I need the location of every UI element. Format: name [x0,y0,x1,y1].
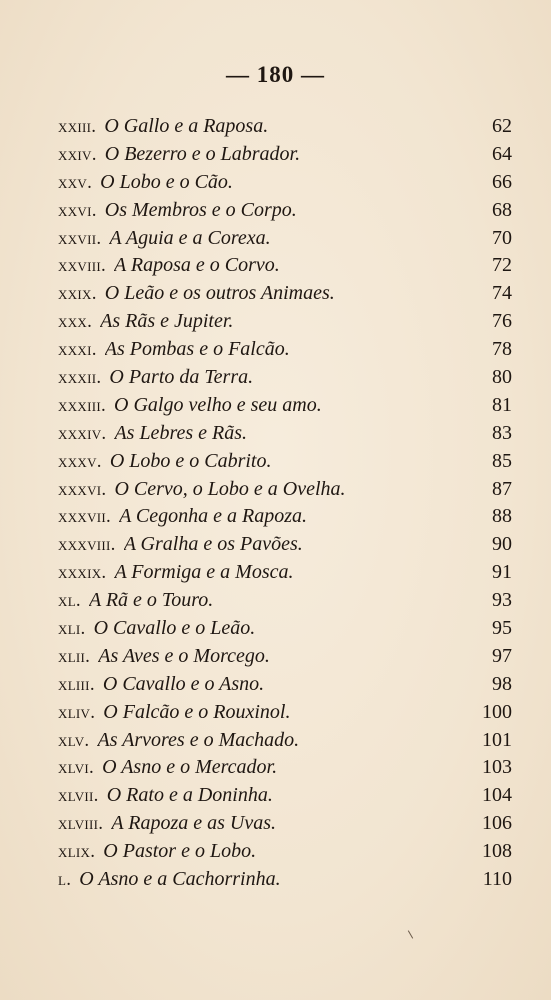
toc-entry-numeral: xxxi. [58,339,97,361]
toc-entry-title: O Galgo velho e seu amo. [114,393,322,416]
toc-entry-page: 100 [482,700,512,723]
page-number: — 180 — [226,62,325,87]
toc-entry-title: O Cavallo e o Leão. [93,617,256,640]
toc-entry [58,254,512,282]
toc-entry-numeral: xl. [58,590,81,612]
toc-entry-title: Os Membros e o Corpo. [104,198,297,221]
toc-entry-title: O Asno e o Mercador. [102,756,278,779]
toc-entry [58,282,512,310]
toc-entry [58,784,512,812]
toc-entry-page: 72 [492,254,512,277]
toc-entry-page: 101 [482,728,512,751]
toc-entry-title: As Pombas e o Falcão. [104,338,290,361]
toc-entry-title: O Gallo e a Raposa. [104,115,269,137]
toc-entry-title: O Pastor e o Lobo. [103,840,257,863]
toc-entry-page: 80 [492,366,512,389]
toc-entry-page: 108 [482,840,512,863]
toc-entry-page: 70 [492,226,512,249]
toc-entry-title: O Leão e os outros Animaes. [104,282,335,305]
toc-entry [58,673,512,701]
toc-entry [58,729,512,757]
toc-entry [58,617,512,645]
toc-entry-title: A Rã e o Touro. [88,589,214,612]
toc-entry-numeral: xliv. [58,701,96,723]
toc-entry-page: 91 [492,561,512,584]
toc-entry-numeral: xxix. [58,283,97,305]
toc-entry-title: A Aguia e a Corexa. [109,226,271,249]
toc-entry-numeral: xxviii. [58,255,107,277]
toc-entry-title: A Cegonha e a Rapoza. [119,505,308,528]
toc-entry-page: 83 [492,421,512,444]
toc-entry-numeral: xxxviii. [58,534,116,556]
toc-entry-page: 81 [492,393,512,416]
toc-entry [58,478,512,506]
toc-entry-page: 93 [492,589,512,612]
toc-entry-title: As Arvores e o Machado. [97,728,300,751]
toc-entry-page: 62 [492,115,512,137]
toc-entry [58,868,512,896]
toc-entry-title: O Rato e a Doninha. [106,784,273,807]
toc-entry-page: 78 [492,338,512,361]
toc-entry-numeral: xxxvii. [58,506,112,528]
toc-entry-numeral: xxvii. [58,227,102,249]
toc-entry-page: 64 [492,142,512,165]
toc-entry-page: 95 [492,617,512,640]
toc-entry [58,812,512,840]
toc-entry-title: As Rãs e Jupiter. [100,310,234,333]
toc-entry [58,394,512,422]
toc-entry-title: O Falcão e o Rouxinol. [103,700,291,723]
toc-entry-page: 97 [492,644,512,667]
toc-entry [58,115,512,143]
toc-entry [58,227,512,255]
toc-entry [58,143,512,171]
toc-entry-page: 103 [482,756,512,779]
toc-entry [58,338,512,366]
toc-entry [58,505,512,533]
toc-entry-title: As Lebres e Rãs. [114,421,248,444]
toc-entry-page: 90 [492,533,512,556]
toc-entry-title: O Lobo e o Cabrito. [109,449,272,472]
toc-entry-page: 110 [482,868,512,891]
toc-entry-numeral: xxxix. [58,562,107,584]
toc-entry-numeral: xxiii. [58,116,97,137]
toc-entry-numeral: xlii. [58,645,91,667]
toc-entry-numeral: xlvi. [58,757,95,779]
toc-entry-title: A Raposa e o Corvo. [114,254,280,277]
toc-entry-numeral: xlvii. [58,785,99,807]
toc-entry-title: O Parto da Terra. [109,366,254,389]
toc-entry-numeral: xxxvi. [58,478,107,500]
toc-entry [58,840,512,868]
toc-entry [58,561,512,589]
ink-mark [408,930,413,938]
toc-entry-title: A Rapoza e as Uvas. [111,812,276,835]
toc-entry-title: O Asno e a Cachorrinha. [79,868,281,891]
toc-entry-numeral: xxxiv. [58,422,107,444]
toc-entry [58,310,512,338]
toc-entry [58,701,512,729]
toc-entry-numeral: xxv. [58,171,93,193]
toc-entry-page: 88 [492,505,512,528]
toc-entry-page: 68 [492,198,512,221]
toc-entry-numeral: xlix. [58,841,96,863]
toc-entry-title: A Gralha e os Pavões. [123,533,303,556]
toc-entry-numeral: xxxiii. [58,394,107,416]
toc-entry-page: 66 [492,170,512,193]
toc-entry [58,366,512,394]
toc-entry [58,171,512,199]
toc-entry-numeral: xlv. [58,729,90,751]
toc-entry [58,533,512,561]
table-of-contents [58,115,512,896]
toc-entry-numeral: l. [58,869,72,891]
toc-entry [58,589,512,617]
toc-entry-page: 104 [482,784,512,807]
toc-entry-numeral: xxx. [58,311,93,333]
toc-entry-page: 106 [482,812,512,835]
toc-entry-page: 74 [492,282,512,305]
toc-entry [58,422,512,450]
toc-entry-numeral: xxvi. [58,199,97,221]
toc-entry-numeral: xli. [58,618,86,640]
toc-entry-title: O Cavallo e o Asno. [102,672,265,695]
toc-entry-page: 87 [492,477,512,500]
toc-entry-title: As Aves e o Morcego. [98,644,270,667]
toc-entry-numeral: xxiv. [58,143,97,165]
toc-entry-page: 76 [492,310,512,333]
toc-entry [58,756,512,784]
toc-entry [58,450,512,478]
toc-entry-page: 98 [492,672,512,695]
toc-entry-numeral: xxxii. [58,367,102,389]
toc-entry-title: O Cervo, o Lobo e a Ovelha. [114,477,346,500]
toc-entry [58,199,512,227]
toc-entry-numeral: xxxv. [58,450,102,472]
toc-entry-title: A Formiga e a Mosca. [114,561,294,584]
toc-entry-page: 85 [492,449,512,472]
toc-entry [58,645,512,673]
toc-entry-title: O Lobo e o Cão. [100,170,233,193]
toc-entry-title: O Bezerro e o Labrador. [104,142,301,165]
toc-entry-numeral: xliii. [58,673,95,695]
toc-entry-numeral: xlviii. [58,813,104,835]
